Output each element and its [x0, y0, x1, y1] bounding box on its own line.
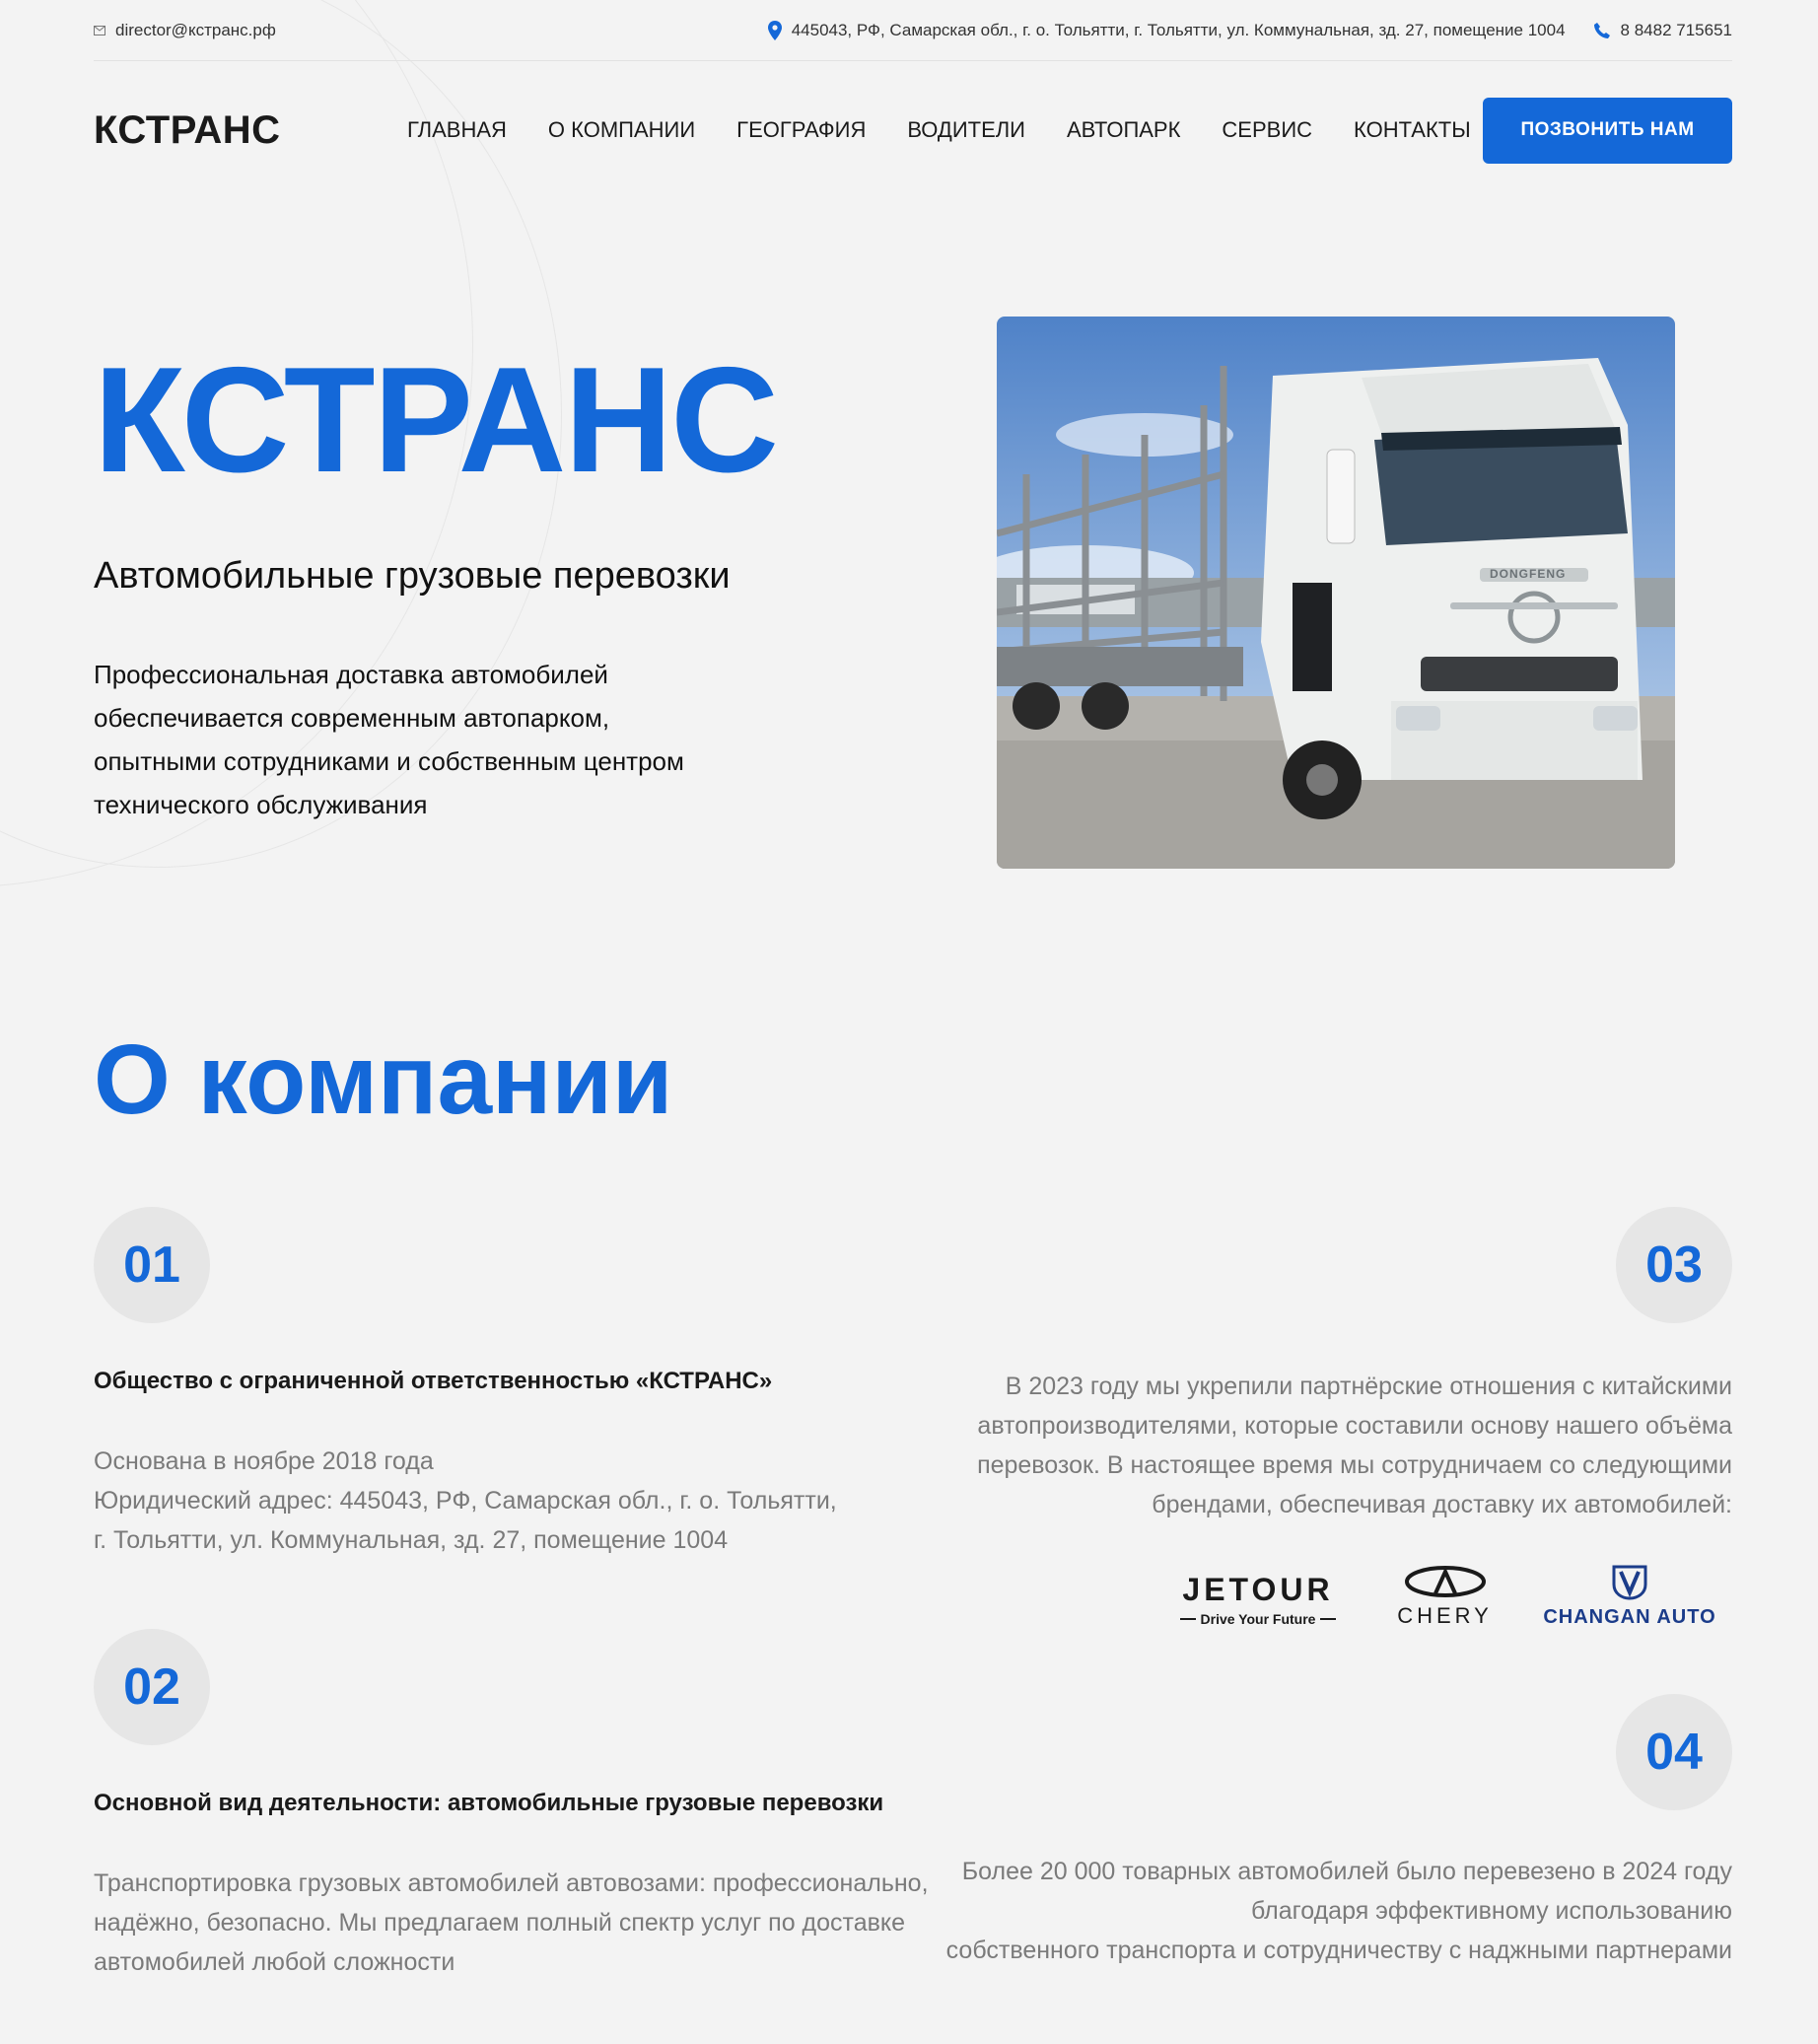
nav-item-service[interactable]: СЕРВИС: [1222, 117, 1313, 142]
mail-icon: [94, 26, 105, 35]
block-04-line: собственного транспорта и сотрудничеству с наджными партнерами: [945, 1937, 1732, 1964]
hero-title: КСТРАНС: [94, 336, 777, 504]
block-02-line: автомобилей любой сложности: [94, 1948, 455, 1976]
changan-emblem-icon: [1608, 1563, 1651, 1600]
step-number-01: 01: [94, 1207, 210, 1323]
nav-item-fleet[interactable]: АВТОПАРК: [1067, 117, 1181, 142]
block-01-line: Юридический адрес: 445043, РФ, Самарская обл., г. о. Тольятти,: [94, 1487, 837, 1515]
nav-item-contacts[interactable]: КОНТАКТЫ: [1354, 117, 1471, 142]
hero-description: Профессиональная доставка автомобилей обеспечивается современным автопарком, опытными сотрудниками и собственным центром технического обслуживания: [94, 660, 684, 819]
block-01-heading: Общество с ограниченной ответственностью «КСТРАНС»: [94, 1368, 773, 1394]
nav-item-home[interactable]: ГЛАВНАЯ: [407, 117, 507, 142]
block-02-text: [94, 1864, 942, 1982]
block-03-line: В 2023 году мы укрепили партнёрские отношения с китайскими: [1005, 1373, 1732, 1400]
chery-wordmark: CHERY: [1397, 1603, 1493, 1628]
jetour-wordmark: JETOUR: [1182, 1572, 1334, 1607]
changan-logo: [1527, 1563, 1732, 1627]
hero-truck-image: [997, 317, 1675, 869]
block-03-text: [904, 1367, 1732, 1524]
block-02-heading: Основной вид деятельности: автомобильные грузовые перевозки: [94, 1790, 884, 1816]
phone-text[interactable]: 8 8482 715651: [1620, 20, 1732, 39]
truck-brand-label: DONGFENG: [1490, 567, 1567, 581]
block-01-line: Основана в ноябре 2018 года: [94, 1447, 434, 1475]
site-header: [94, 61, 1732, 199]
email-contact[interactable]: [94, 21, 276, 40]
jetour-logo: [1154, 1574, 1363, 1627]
block-03-line: перевозок. В настоящее время мы сотрудничаем со следующими: [977, 1451, 1732, 1479]
changan-wordmark: CHANGAN AUTO: [1543, 1606, 1716, 1628]
call-us-button[interactable]: ПОЗВОНИТЬ НАМ: [1483, 98, 1732, 164]
block-03-line: брендами, обеспечивая доставку их автомобилей:: [1152, 1491, 1732, 1518]
site-logo[interactable]: КСТРАНС: [94, 107, 281, 152]
jetour-tagline-row: [1154, 1611, 1363, 1627]
step-number-02: 02: [94, 1629, 210, 1745]
map-pin-icon: [768, 21, 782, 40]
block-01-line: г. Тольятти, ул. Коммунальная, зд. 27, помещение 1004: [94, 1526, 729, 1554]
block-04-text: [904, 1852, 1732, 1970]
email-text[interactable]: director@кстранс.рф: [115, 20, 276, 39]
step-number-03: 03: [1616, 1207, 1732, 1323]
phone-contact[interactable]: [1593, 21, 1732, 40]
block-02-line: Транспортировка грузовых автомобилей автовозами: профессионально,: [94, 1869, 929, 1897]
hero-subtitle: Автомобильные грузовые перевозки: [94, 555, 731, 597]
step-number-04: 04: [1616, 1694, 1732, 1810]
block-03-line: автопроизводителями, которые составили основу нашего объёма: [977, 1412, 1732, 1440]
address-text: 445043, РФ, Самарская обл., г. о. Тольятти, г. Тольятти, ул. Коммунальная, зд. 27, помещение 1004: [791, 20, 1566, 39]
block-04-line: благодаря эффективному использованию: [1250, 1897, 1732, 1925]
nav-item-geography[interactable]: ГЕОГРАФИЯ: [736, 117, 867, 142]
block-02-line: надёжно, безопасно. Мы предлагаем полный спектр услуг по доставке: [94, 1909, 906, 1937]
block-01-text: [94, 1442, 902, 1560]
jetour-tagline: Drive Your Future: [1200, 1611, 1316, 1627]
about-section-title: О компании: [94, 1024, 673, 1135]
chery-emblem-icon: [1404, 1565, 1487, 1598]
block-04-line: Более 20 000 товарных автомобилей было перевезено в 2024 году: [961, 1858, 1732, 1885]
partner-brands: [1154, 1558, 1732, 1627]
phone-icon: [1593, 22, 1611, 39]
main-nav: [407, 117, 1483, 143]
top-bar: [94, 0, 1732, 61]
chery-logo: [1376, 1565, 1514, 1627]
address-contact: [768, 21, 1566, 40]
nav-item-about[interactable]: О КОМПАНИИ: [547, 117, 696, 142]
nav-item-drivers[interactable]: ВОДИТЕЛИ: [907, 117, 1025, 142]
